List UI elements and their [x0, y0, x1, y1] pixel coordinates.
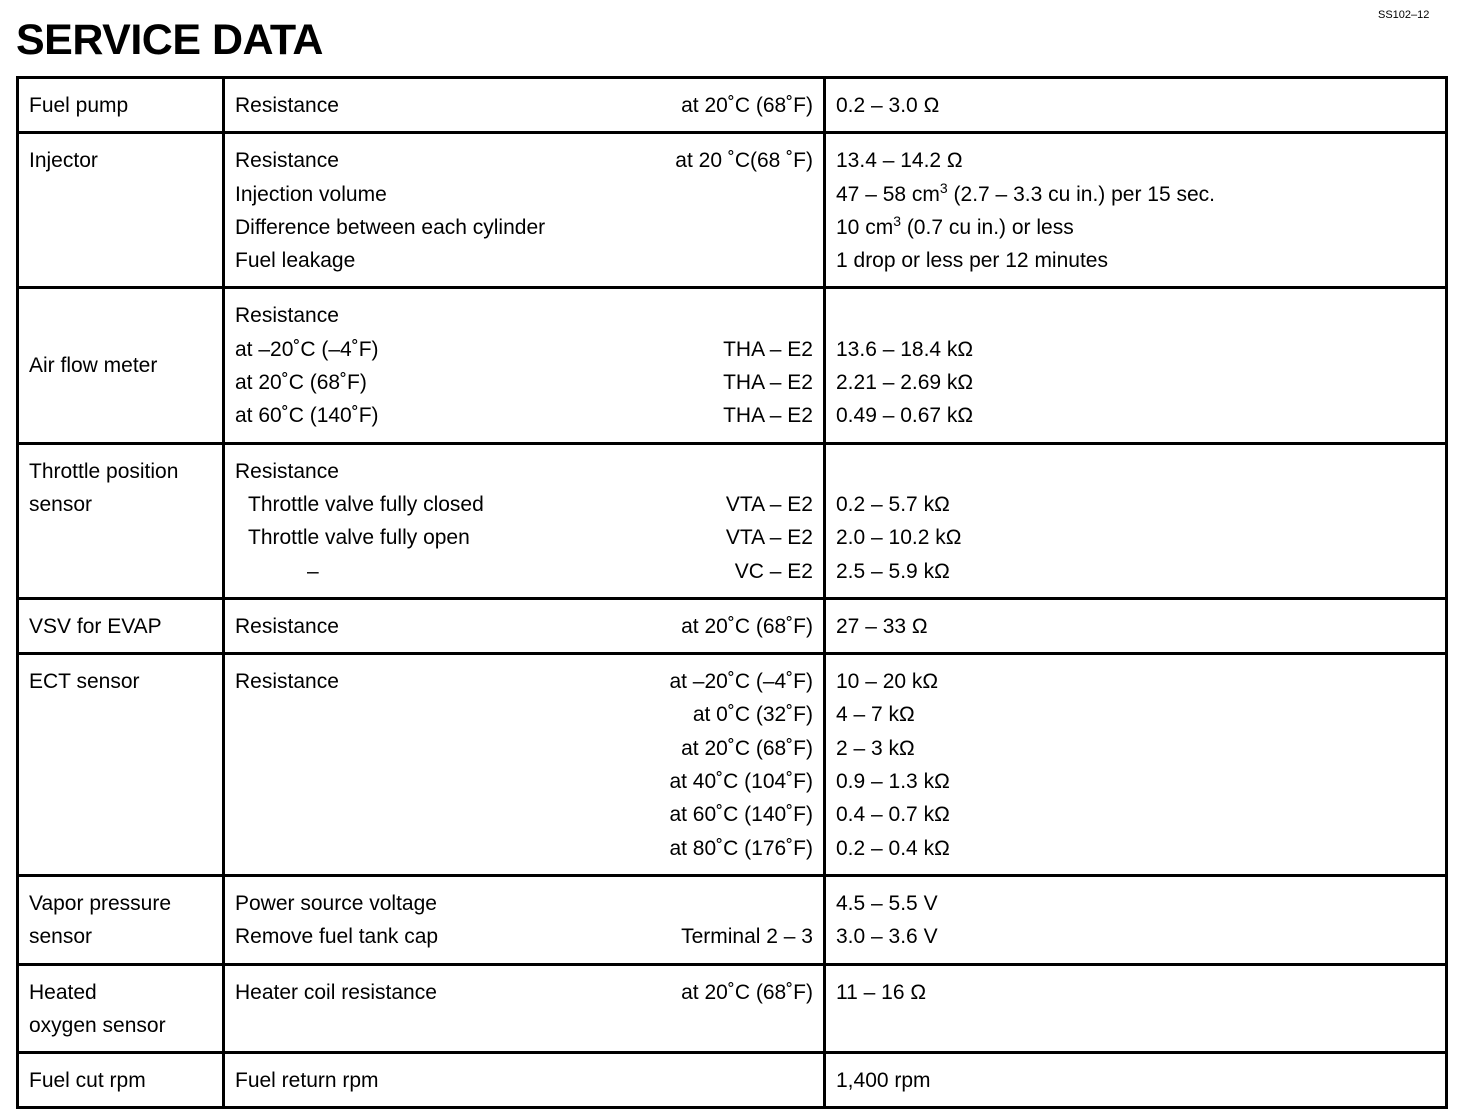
component-label: Injector: [29, 149, 98, 173]
spec-value: 10 – 20 kΩ: [836, 670, 939, 694]
component-label: Throttle position: [29, 459, 179, 483]
spec-terminal: VTA – E2: [725, 492, 813, 516]
spec-condition: at 20 ˚C(68 ˚F): [675, 149, 813, 173]
spec-condition: at 20˚C (68˚F): [681, 736, 813, 760]
spec-cell: [224, 875, 825, 964]
spec-item: Resistance: [235, 304, 339, 328]
table-row-fuel-pump: [18, 78, 1447, 133]
spec-cell: [224, 1053, 825, 1108]
spec-item: Difference between each cylinder: [235, 215, 546, 239]
table-row-air-flow-meter: [18, 288, 1447, 443]
spec-terminal: THA – E2: [723, 371, 813, 395]
spec-item: Power source voltage: [235, 891, 437, 915]
spec-condition: at 80˚C (176˚F): [669, 836, 813, 860]
spec-terminal: VTA – E2: [725, 526, 813, 550]
value-cell: [825, 964, 1447, 1053]
spec-cell: [224, 288, 825, 443]
spec-item: Resistance: [235, 614, 339, 638]
component-cell: [18, 1053, 224, 1108]
component-label: Air flow meter: [29, 354, 158, 378]
spec-cell: [224, 133, 825, 288]
spec-value: 1,400 rpm: [836, 1069, 931, 1093]
spec-cell: [224, 443, 825, 598]
value-cell: [825, 654, 1447, 876]
spec-value: 13.4 – 14.2 Ω: [836, 149, 963, 173]
component-cell: [18, 598, 224, 653]
spec-value: 2 – 3 kΩ: [836, 736, 915, 760]
spec-cell: [224, 964, 825, 1053]
spec-condition: at 40˚C (104˚F): [669, 770, 813, 794]
component-cell: [18, 875, 224, 964]
spec-terminal: THA – E2: [723, 404, 813, 428]
spec-value: 0.2 – 5.7 kΩ: [836, 492, 950, 516]
value-superscript: 3: [939, 179, 948, 196]
spec-item: Remove fuel tank cap: [235, 925, 439, 949]
component-cell: [18, 288, 224, 443]
spec-item: at –20˚C (–4˚F): [235, 337, 379, 361]
spec-condition: at 60˚C (140˚F): [669, 803, 813, 827]
spec-item: at 20˚C (68˚F): [235, 371, 367, 395]
component-label: Fuel cut rpm: [29, 1069, 146, 1093]
spec-cell: [224, 78, 825, 133]
spec-condition: at 20˚C (68˚F): [681, 614, 813, 638]
table-row-vapor-pressure-sensor: [18, 875, 1447, 964]
spec-item: –: [307, 559, 319, 583]
component-label: ECT sensor: [29, 670, 140, 694]
spec-cell: [224, 598, 825, 653]
table-row-fuel-cut-rpm: [18, 1053, 1447, 1108]
value-cell: [825, 875, 1447, 964]
spec-value: 13.6 – 18.4 kΩ: [836, 337, 974, 361]
value-text: 47 – 58 cm: [836, 182, 940, 206]
value-superscript: 3: [893, 212, 901, 229]
component-label: Vapor pressure: [29, 891, 172, 915]
table-row-throttle-position-sensor: [18, 443, 1447, 598]
spec-value: 0.49 – 0.67 kΩ: [836, 404, 974, 428]
spec-value: 0.9 – 1.3 kΩ: [836, 770, 950, 794]
spec-value: 27 – 33 Ω: [836, 614, 928, 638]
spec-item: Resistance: [235, 149, 339, 173]
spec-item: Heater coil resistance: [235, 980, 437, 1004]
spec-item: Resistance: [235, 94, 339, 117]
component-cell: [18, 964, 224, 1053]
component-label: sensor: [29, 492, 93, 516]
spec-item: at 60˚C (140˚F): [235, 404, 379, 428]
table-row-vsv-evap: [18, 598, 1447, 653]
value-cell: [825, 598, 1447, 653]
component-label: VSV for EVAP: [29, 614, 162, 638]
spec-condition: at 0˚C (32˚F): [692, 703, 813, 727]
spec-condition: at 20˚C (68˚F): [681, 94, 813, 117]
spec-value: 4.5 – 5.5 V: [836, 891, 938, 915]
value-text: 10 cm: [836, 215, 894, 239]
spec-value: 0.2 – 3.0 Ω: [836, 94, 940, 117]
spec-value: 0.4 – 0.7 kΩ: [836, 803, 950, 827]
spec-item: Resistance: [235, 670, 339, 694]
spec-value: 2.0 – 10.2 kΩ: [836, 526, 962, 550]
spec-value: 1 drop or less per 12 minutes: [836, 249, 1108, 273]
spec-value: 2.5 – 5.9 kΩ: [836, 559, 950, 583]
spec-item: Fuel return rpm: [235, 1069, 379, 1093]
component-label: sensor: [29, 925, 93, 949]
spec-terminal: THA – E2: [723, 337, 813, 361]
spec-condition: at 20˚C (68˚F): [681, 980, 813, 1004]
spec-item: Resistance: [235, 459, 339, 483]
spec-item: Fuel leakage: [235, 249, 356, 273]
table-row-injector: [18, 133, 1447, 288]
component-label: oxygen sensor: [29, 1013, 166, 1037]
value-cell: [825, 443, 1447, 598]
component-label: Fuel pump: [29, 94, 129, 117]
spec-terminal: Terminal 2 – 3: [681, 925, 813, 949]
page-title: SERVICE DATA: [16, 16, 323, 64]
value-text: (2.7 – 3.3 cu in.) per 15 sec.: [947, 182, 1216, 206]
spec-value: 11 – 16 Ω: [836, 980, 927, 1004]
spec-value: [836, 211, 1435, 244]
value-cell: [825, 133, 1447, 288]
component-cell: [18, 443, 224, 598]
spec-item: Throttle valve fully closed: [248, 492, 484, 516]
spec-cell: [224, 654, 825, 876]
table-row-ect-sensor: [18, 654, 1447, 876]
component-cell: [18, 133, 224, 288]
spec-item: Throttle valve fully open: [248, 526, 470, 550]
component-cell: [18, 78, 224, 133]
spec-value: 3.0 – 3.6 V: [836, 925, 938, 949]
document-code: SS102–12: [1378, 9, 1430, 21]
spec-value: 2.21 – 2.69 kΩ: [836, 371, 974, 395]
spec-value: 4 – 7 kΩ: [836, 703, 915, 727]
spec-terminal: VC – E2: [734, 559, 813, 583]
spec-item: Injection volume: [235, 182, 387, 206]
service-data-table: [16, 76, 1448, 1109]
spec-value: 0.2 – 0.4 kΩ: [836, 836, 950, 860]
spec-value: [836, 178, 1435, 211]
spec-condition: at –20˚C (–4˚F): [669, 670, 813, 694]
value-cell: [825, 78, 1447, 133]
component-label: Heated: [29, 980, 97, 1004]
value-cell: [825, 1053, 1447, 1108]
value-text: (0.7 cu in.) or less: [900, 215, 1074, 239]
table-row-heated-oxygen-sensor: [18, 964, 1447, 1053]
component-cell: [18, 654, 224, 876]
value-cell: [825, 288, 1447, 443]
